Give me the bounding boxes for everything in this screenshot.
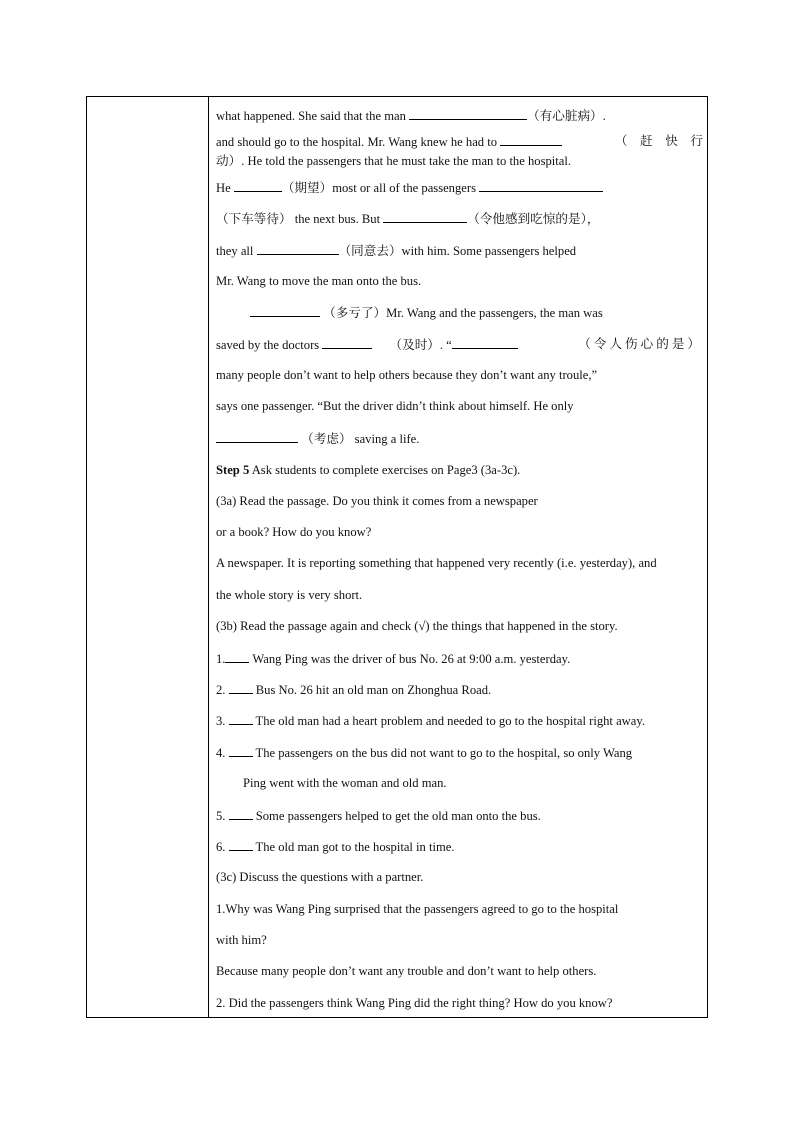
check-blank[interactable]	[229, 712, 253, 725]
left-column-cell	[87, 97, 209, 1017]
passage-line-10: many people don’t want to help others because they don’t want any troule,”	[216, 368, 598, 382]
ex3c-answer-1: Because many people don’t want any trouble and don’t want to help others.	[216, 964, 597, 978]
ex3a-answer: A newspaper. It is reporting something that happened very recently (i.e. yesterday), and	[216, 556, 657, 570]
passage-line-11: says one passenger. “But the driver didn’t think about himself. He only	[216, 399, 574, 413]
check-blank[interactable]	[229, 838, 253, 851]
ex3b-item-4-cont: Ping went with the woman and old man.	[243, 776, 447, 790]
ex3b-item-6: 6. The old man got to the hospital in time.	[216, 840, 455, 854]
blank-input[interactable]	[216, 430, 298, 443]
blank-input[interactable]	[409, 107, 527, 120]
passage-line-2: and should go to the hospital. Mr. Wang knew he had to （ 赶 快 行	[216, 134, 703, 149]
blank-input[interactable]	[257, 242, 339, 255]
ex3a-answer-cont: the whole story is very short.	[216, 588, 363, 602]
ex3a-question-cont: or a book? How do you know?	[216, 525, 372, 539]
ex3c-instruction: (3c) Discuss the questions with a partner.	[216, 870, 424, 884]
ex3c-question-2: 2. Did the passengers think Wang Ping did the right thing? How do you know?	[216, 996, 613, 1010]
ex3b-item-3: 3. The old man had a heart problem and needed to go to the hospital right away.	[216, 714, 645, 728]
ex3b-item-1: 1. Wang Ping was the driver of bus No. 26 at 9:00 a.m. yesterday.	[216, 652, 571, 666]
passage-line-7: Mr. Wang to move the man onto the bus.	[216, 274, 422, 288]
blank-input[interactable]	[479, 179, 603, 192]
check-blank[interactable]	[229, 681, 253, 694]
ex3c-question-1: 1.Why was Wang Ping surprised that the passengers agreed to go to the hospital	[216, 902, 619, 916]
passage-line-1: what happened. She said that the man （有心脏病）.	[216, 109, 606, 123]
blank-input[interactable]	[452, 336, 518, 349]
check-blank[interactable]	[225, 650, 249, 663]
passage-line-3: 动）. He told the passengers that he must take the man to the hospital.	[216, 154, 571, 168]
passage-line-4: He （期望）most or all of the passengers	[216, 179, 603, 196]
blank-input[interactable]	[500, 133, 562, 146]
blank-input[interactable]	[322, 336, 372, 349]
passage-line-8: （多亏了）Mr. Wang and the passengers, the man was	[250, 304, 603, 321]
passage-line-12: （考虑） saving a life.	[216, 430, 419, 447]
passage-line-9: saved by the doctors （及时）. “ （令人伤心的是）	[216, 337, 703, 352]
check-blank[interactable]	[229, 744, 253, 757]
blank-input[interactable]	[383, 210, 467, 223]
blank-input[interactable]	[250, 304, 320, 317]
ex3b-instruction: (3b) Read the passage again and check (√) the things that happened in the story.	[216, 619, 618, 633]
passage-line-6: they all （同意去）with him. Some passengers helped	[216, 244, 577, 258]
ex3b-item-4: 4. The passengers on the bus did not want to go to the hospital, so only Wang	[216, 746, 633, 760]
step5-heading: Step 5 Ask students to complete exercises on Page3 (3a-3c).	[216, 463, 521, 477]
ex3a-question: (3a) Read the passage. Do you think it comes from a newspaper	[216, 494, 538, 508]
passage-line-5: （下车等待） the next bus. But （令他感到吃惊的是），	[216, 212, 600, 226]
lesson-table	[86, 96, 708, 1018]
blank-input[interactable]	[234, 179, 282, 192]
ex3c-question-1-cont: with him?	[216, 933, 267, 947]
ex3b-item-2: 2. Bus No. 26 hit an old man on Zhonghua Road.	[216, 683, 492, 697]
check-blank[interactable]	[229, 807, 253, 820]
ex3b-item-5: 5. Some passengers helped to get the old man onto the bus.	[216, 809, 541, 823]
